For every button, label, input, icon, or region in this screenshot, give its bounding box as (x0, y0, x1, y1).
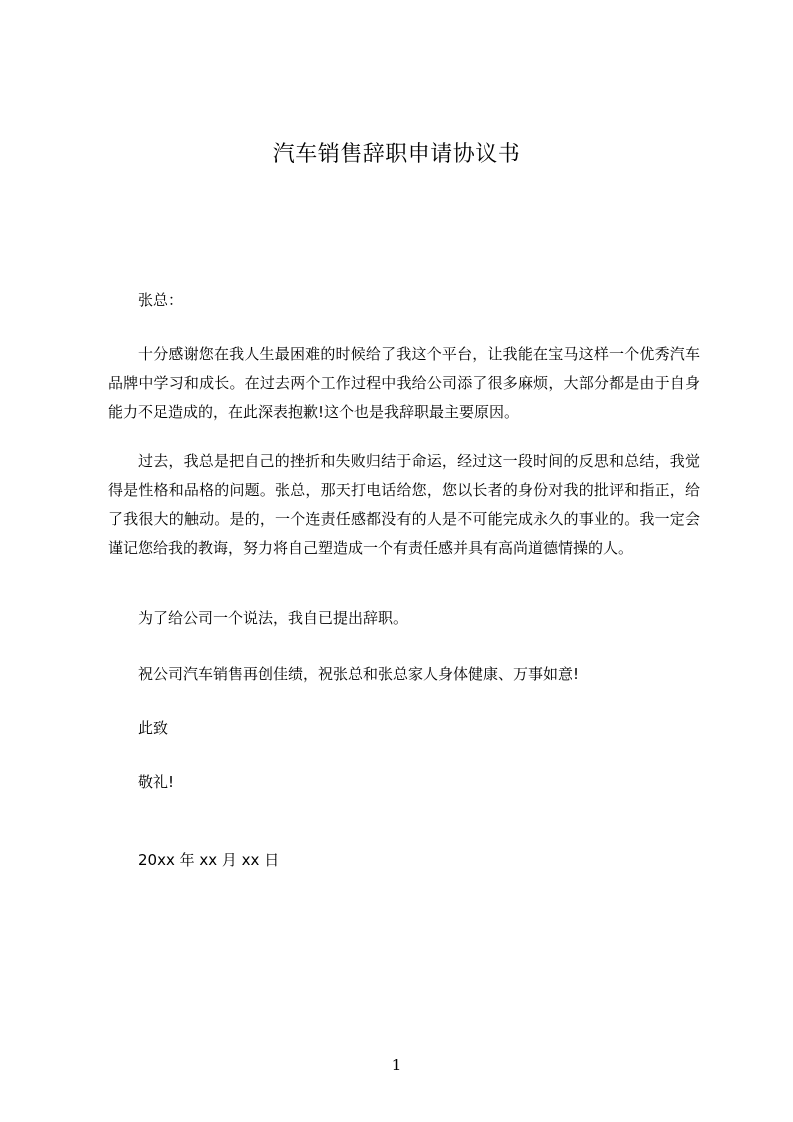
salutation: 张总： (138, 291, 184, 309)
paragraph-gratitude: 十分感谢您在我人生最困难的时候给了我这个平台，让我能在宝马这样一个优秀汽车品牌中学习和成长。在过去两个工作过程中我给公司添了很多麻烦，大部分都是由于自身能力不足造成的，在此深表抱歉!这个也是我辞职最主要原因。 (108, 345, 700, 421)
paragraph-wishes: 祝公司汽车销售再创佳绩，祝张总和张总家人身体健康、万事如意! (138, 665, 580, 683)
page-number: 1 (391, 1056, 402, 1074)
document-date: 20xx 年 xx 月 xx 日 (138, 851, 280, 869)
closing-line-1: 此致 (138, 719, 169, 737)
paragraph-reflection: 过去，我总是把自己的挫折和失败归结于命运，经过这一段时间的反思和总结，我觉得是性格和品格的问题。张总，那天打电话给您，您以长者的身份对我的批评和指正，给了我很大的触动。是的，一个连责任感都没有的人是不可能完成永久的事业的。我一定会谨记您给我的教诲，努力将自己塑造成一个有责任感并具有高尚道德情操的人。 (108, 452, 700, 557)
document-title: 汽车销售辞职申请协议书 (272, 142, 521, 167)
closing-line-2: 敬礼! (138, 773, 175, 791)
paragraph-resignation: 为了给公司一个说法，我自已提出辞职。 (138, 609, 409, 627)
